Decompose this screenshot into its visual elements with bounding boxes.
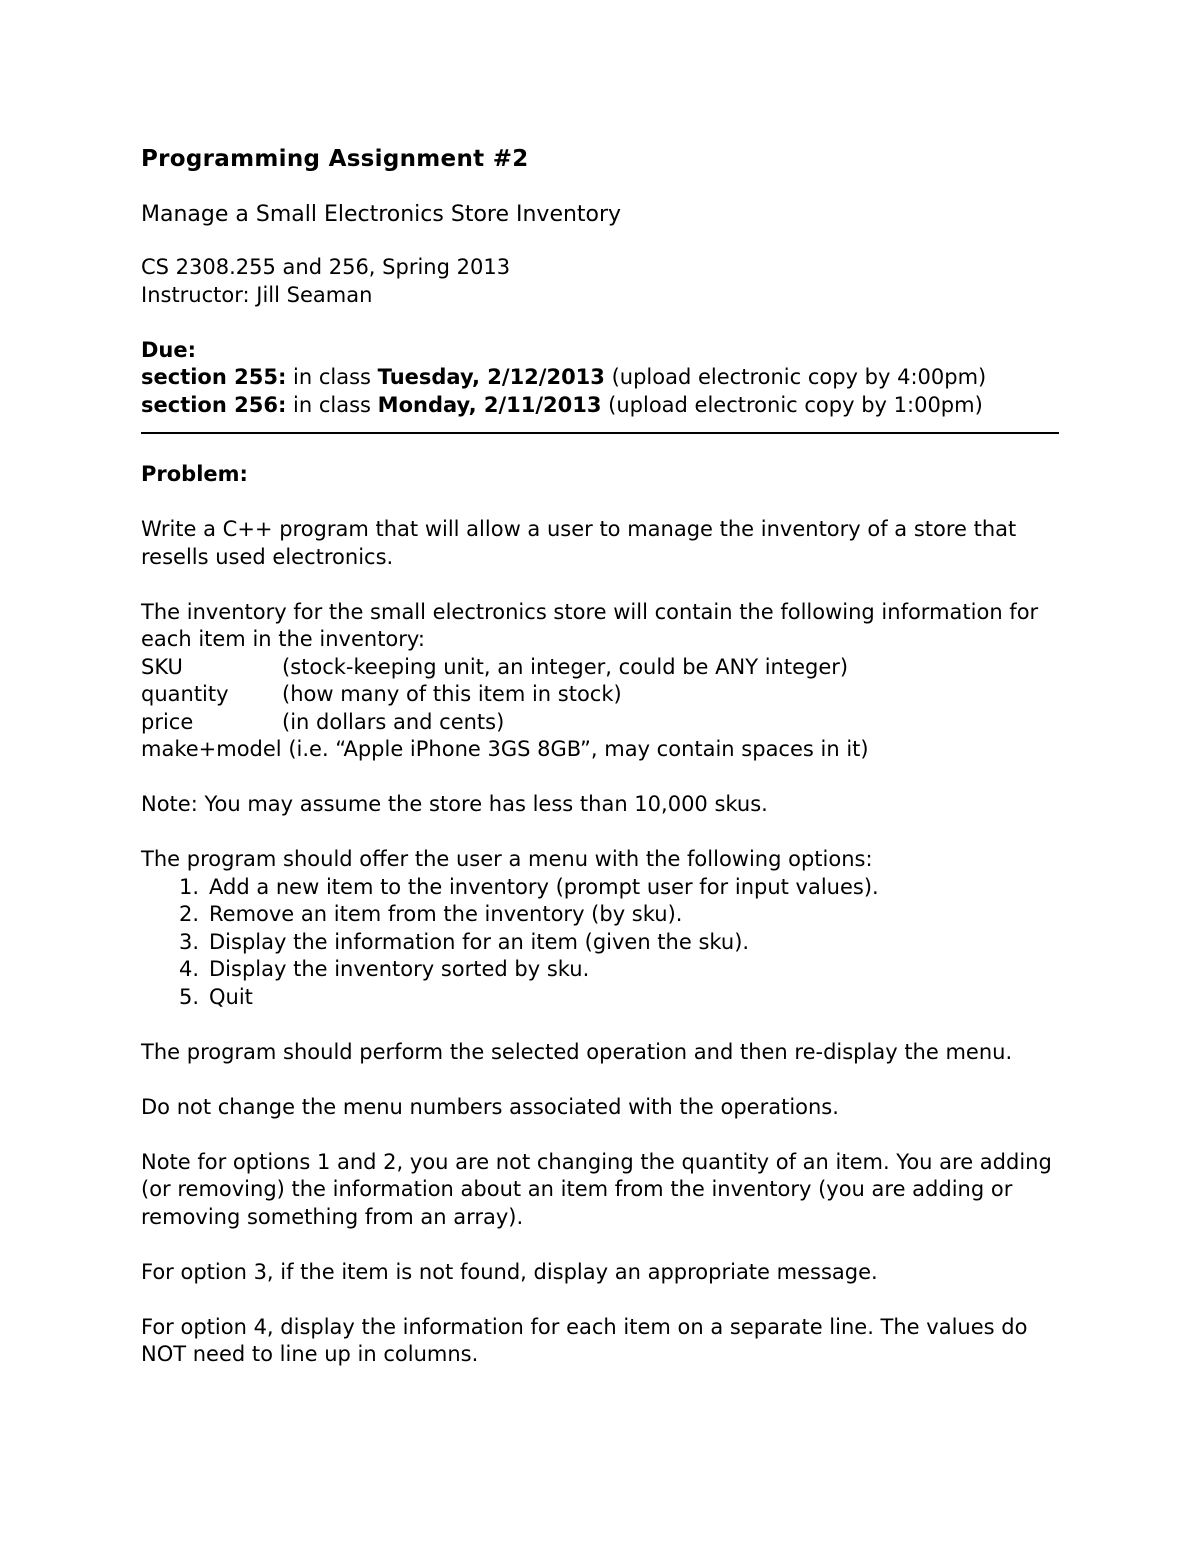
field-row-sku: SKU (stock-keeping unit, an integer, could be ANY integer) [141, 654, 849, 679]
intro-line-2: resells used electronics. [141, 544, 394, 569]
page-subtitle: Manage a Small Electronics Store Inventory [141, 202, 622, 227]
document-content [141, 142, 1061, 1369]
no-change-paragraph: Do not change the menu numbers associated with the operations. [141, 1094, 839, 1119]
intro-line-1: Write a C++ program that will allow a user to manage the inventory of a store that [141, 517, 1017, 541]
menu-option-3: 3. Display the information for an item (given the sku). [179, 929, 750, 954]
due-section-256: section 256: in class Monday, 2/11/2013 (upload electronic copy by 1:00pm) [141, 392, 983, 417]
field-row-quantity: quantity (how many of this item in stock) [141, 682, 622, 706]
note-options-1-2-line-2: (or removing) the information about an item from the inventory (you are adding or [141, 1177, 1013, 1201]
note-skus: Note: You may assume the store has less than 10,000 skus. [141, 792, 768, 816]
menu-option-5: 5. Quit [179, 984, 253, 1009]
course-line: CS 2308.255 and 256, Spring 2013 [141, 255, 511, 279]
option-4-line-1: For option 4, display the information for each item on a separate line. The values do [141, 1314, 1028, 1339]
menu-option-1: 1. Add a new item to the inventory (prompt user for input values). [179, 874, 879, 899]
field-row-price: price (in dollars and cents) [141, 709, 505, 734]
option-4-line-2: NOT need to line up in columns. [141, 1342, 479, 1366]
menu-option-4: 4. Display the inventory sorted by sku. [179, 957, 590, 981]
inventory-line-2: each item in the inventory: [141, 627, 425, 651]
menu-option-2: 2. Remove an item from the inventory (by sku). [179, 902, 683, 926]
field-row-make-model: make+model (i.e. “Apple iPhone 3GS 8GB”, may contain spaces in it) [141, 737, 869, 761]
note-options-1-2-line-1: Note for options 1 and 2, you are not changing the quantity of an item. You are adding [141, 1149, 1052, 1174]
due-section-255: section 255: in class Tuesday, 2/12/2013 (upload electronic copy by 4:00pm) [141, 365, 987, 389]
instructor-line: Instructor: Jill Seaman [141, 282, 373, 307]
page-title: Programming Assignment #2 [141, 146, 529, 172]
problem-heading: Problem: [141, 462, 248, 486]
due-label: Due: [141, 337, 197, 362]
inventory-line-1: The inventory for the small electronics store will contain the following information for [141, 599, 1039, 624]
perform-paragraph: The program should perform the selected operation and then re-display the menu. [141, 1039, 1013, 1064]
option-3-paragraph: For option 3, if the item is not found, display an appropriate message. [141, 1259, 878, 1284]
menu-intro: The program should offer the user a menu with the following options: [141, 847, 873, 871]
note-options-1-2-line-3: removing something from an array). [141, 1204, 524, 1229]
menu-options-list [141, 874, 1061, 1012]
